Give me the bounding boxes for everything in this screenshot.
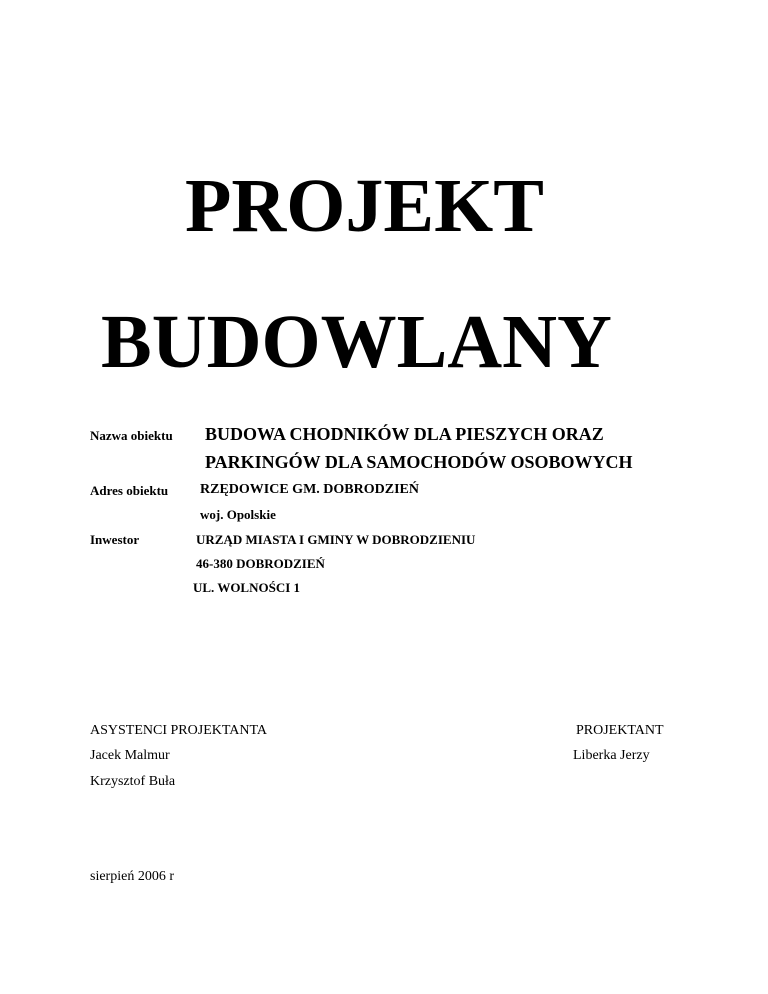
designer-heading: PROJEKTANT [576, 723, 664, 738]
investor-line-2: 46-380 DOBRODZIEŃ [196, 556, 325, 571]
document-title-line-1: PROJEKT [185, 164, 544, 248]
investor-line-1: URZĄD MIASTA I GMINY W DOBRODZIENIU [196, 532, 476, 547]
assistants-heading: ASYSTENCI PROJEKTANTA [90, 723, 268, 738]
investor-line-3: UL. WOLNOŚCI 1 [193, 580, 301, 595]
object-name-line-1: BUDOWA CHODNIKÓW DLA PIESZYCH ORAZ [205, 424, 604, 444]
object-address-line-1: RZĘDOWICE GM. DOBRODZIEŃ [200, 482, 419, 497]
document-date: sierpień 2006 r [90, 869, 174, 884]
object-address-label: Adres obiektu [90, 483, 169, 498]
document-title-line-2: BUDOWLANY [101, 300, 612, 384]
investor-label: Inwestor [90, 532, 140, 547]
assistant-name-1: Jacek Malmur [90, 748, 170, 763]
object-name-line-2: PARKINGÓW DLA SAMOCHODÓW OSOBOWYCH [205, 452, 633, 472]
object-address-line-2: woj. Opolskie [200, 507, 276, 522]
assistant-name-2: Krzysztof Buła [90, 774, 176, 789]
object-name-label: Nazwa obiektu [90, 428, 173, 443]
designer-name: Liberka Jerzy [573, 748, 650, 763]
